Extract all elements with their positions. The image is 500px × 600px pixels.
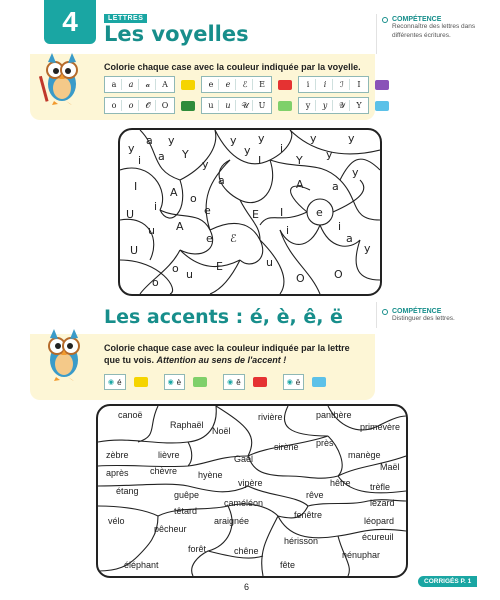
legend-e-grave: ◉ è (164, 374, 186, 390)
competence-label: COMPÉTENCE (392, 308, 442, 315)
legend-e: e e ℰ E (201, 76, 272, 93)
competence-icon (382, 17, 388, 23)
legend-e-diaeresis: ◉ ë (283, 374, 305, 390)
svg-text:primevère: primevère (360, 422, 401, 432)
svg-text:i: i (286, 224, 290, 237)
svg-text:U: U (126, 208, 135, 221)
svg-text:e: e (204, 204, 211, 217)
svg-text:canoë: canoë (118, 410, 143, 420)
svg-text:i: i (338, 220, 342, 233)
svg-text:o: o (190, 192, 197, 205)
svg-text:près: près (316, 438, 334, 448)
instruction-1: Colorie chaque case avec la couleur indiquée par la voyelle. (104, 62, 361, 72)
instruction-2-line1: Colorie chaque case avec la couleur indiquée par la lettre (104, 343, 350, 353)
svg-text:A: A (170, 186, 178, 199)
svg-text:éléphant: éléphant (124, 560, 159, 570)
color-swatch-blue (375, 101, 389, 111)
svg-text:a: a (218, 174, 225, 187)
color-swatch-purple (375, 80, 389, 90)
accent-legend (104, 374, 326, 390)
accent-picture-svg (98, 406, 406, 576)
svg-text:étang: étang (116, 486, 139, 496)
svg-text:Raphaël: Raphaël (170, 420, 204, 430)
svg-text:hérisson: hérisson (284, 536, 319, 546)
legend-e-circumflex: ◉ ê (223, 374, 245, 390)
legend-i: i i ℐ I (298, 76, 369, 93)
svg-text:Y: Y (296, 154, 303, 167)
svg-text:zèbre: zèbre (106, 450, 129, 460)
picture-letters (126, 132, 371, 289)
color-swatch-red (253, 377, 267, 387)
eye-icon: ◉ (227, 379, 234, 386)
svg-text:lièvre: lièvre (158, 450, 180, 460)
instruction-2-line2: que tu vois. (104, 355, 155, 366)
color-swatch-blue (312, 377, 326, 387)
svg-text:manège: manège (348, 450, 381, 460)
svg-text:y: y (128, 142, 135, 155)
competence-icon (382, 309, 388, 315)
svg-text:sirène: sirène (274, 442, 299, 452)
instruction-2 (104, 342, 374, 366)
page-number: 6 (244, 582, 250, 592)
svg-text:I: I (280, 206, 284, 219)
svg-text:E: E (252, 208, 259, 221)
svg-text:rivière: rivière (258, 412, 283, 422)
legend-y: y y 𝒴 Y (298, 97, 369, 114)
color-swatch-red (278, 80, 292, 90)
svg-text:o: o (172, 262, 179, 275)
svg-text:chèvre: chèvre (150, 466, 178, 476)
svg-text:têtard: têtard (174, 506, 198, 516)
svg-text:léopard: léopard (364, 516, 395, 526)
section2-title: Les accents : é, è, ê, ë (104, 306, 343, 328)
competence-box-2 (382, 308, 492, 324)
svg-text:y: y (352, 166, 359, 179)
svg-text:a: a (332, 180, 339, 193)
svg-text:y: y (326, 148, 333, 161)
svg-text:a: a (158, 150, 165, 163)
corriges-link[interactable]: CORRIGÉS P. 1 (418, 576, 477, 587)
competence-label: COMPÉTENCE (392, 16, 442, 23)
owl-illustration (38, 48, 86, 106)
svg-text:a: a (146, 134, 153, 147)
competence-text: Distinguer des lettres. (392, 315, 455, 322)
svg-text:ℰ: ℰ (230, 232, 237, 245)
section1-title: Les voyelles (104, 22, 249, 46)
svg-text:e: e (206, 232, 213, 245)
svg-text:u: u (266, 256, 273, 269)
svg-text:U: U (130, 244, 139, 257)
svg-text:Maël: Maël (380, 462, 400, 472)
svg-text:e: e (316, 206, 323, 219)
eye-icon: ◉ (286, 379, 293, 386)
svg-text:guêpe: guêpe (174, 490, 200, 500)
svg-text:Gaël: Gaël (234, 454, 254, 464)
svg-text:lézard: lézard (370, 498, 395, 508)
svg-text:y: y (258, 132, 265, 145)
svg-text:O: O (334, 268, 343, 281)
svg-text:I: I (258, 154, 262, 167)
svg-text:a: a (346, 232, 353, 245)
svg-text:hêtre: hêtre (330, 478, 351, 488)
color-swatch-green (181, 101, 195, 111)
svg-text:u: u (148, 224, 155, 237)
accent-coloring-picture (96, 404, 408, 578)
svg-text:y: y (168, 134, 175, 147)
divider (376, 302, 377, 328)
svg-text:trèfle: trèfle (370, 482, 391, 492)
svg-text:nénuphar: nénuphar (342, 550, 381, 560)
svg-text:fenêtre: fenêtre (294, 510, 323, 520)
svg-text:fête: fête (280, 560, 296, 570)
vowel-coloring-picture (118, 128, 382, 296)
svg-text:E: E (216, 260, 223, 273)
color-swatch-green (193, 377, 207, 387)
svg-text:Y: Y (182, 148, 189, 161)
svg-text:y: y (202, 158, 209, 171)
color-swatch-yellow (134, 377, 148, 387)
svg-text:i: i (280, 142, 284, 155)
svg-text:y: y (348, 132, 355, 145)
svg-text:forêt: forêt (188, 544, 207, 554)
eye-icon: ◉ (167, 379, 174, 386)
svg-text:y: y (230, 134, 237, 147)
svg-text:A: A (296, 178, 304, 191)
svg-text:vipère: vipère (238, 478, 263, 488)
eye-icon: ◉ (108, 379, 115, 386)
svg-text:vélo: vélo (108, 516, 125, 526)
svg-text:o: o (152, 276, 159, 289)
svg-text:O: O (296, 272, 305, 285)
svg-text:y: y (364, 242, 371, 255)
owl-illustration (40, 324, 88, 382)
svg-text:chêne: chêne (234, 546, 259, 556)
svg-text:I: I (134, 180, 138, 193)
svg-text:hyène: hyène (198, 470, 223, 480)
svg-text:u: u (186, 268, 193, 281)
svg-text:écureuil: écureuil (362, 532, 394, 542)
color-swatch-light-green (278, 101, 292, 111)
svg-text:après: après (106, 468, 129, 478)
legend-u: u u 𝒰 U (201, 97, 272, 114)
vowel-legend (104, 76, 389, 114)
legend-a: a a 𝒶 A (104, 76, 175, 93)
vowel-picture-svg (120, 130, 380, 294)
competence-box-1 (382, 16, 492, 41)
legend-o: o o 𝒪 O (104, 97, 175, 114)
svg-text:caméléon: caméléon (224, 498, 264, 508)
svg-text:pêcheur: pêcheur (154, 524, 187, 534)
color-swatch-yellow (181, 80, 195, 90)
svg-text:rêve: rêve (306, 490, 324, 500)
svg-text:y: y (244, 144, 251, 157)
competence-text: Reconnaître des lettres dans différentes écritures. (392, 23, 476, 39)
divider (376, 14, 377, 54)
svg-text:i: i (154, 200, 158, 213)
svg-text:y: y (310, 132, 317, 145)
svg-text:panthère: panthère (316, 410, 352, 420)
instruction-2-emphasis: Attention au sens de l'accent ! (156, 355, 287, 366)
svg-text:A: A (176, 220, 184, 233)
lesson-number: 4 (44, 0, 96, 44)
section-tag: LETTRES (104, 14, 147, 23)
legend-e-acute: ◉ é (104, 374, 126, 390)
svg-text:araignée: araignée (214, 516, 250, 526)
svg-text:i: i (138, 154, 142, 167)
svg-text:Noël: Noël (212, 426, 231, 436)
